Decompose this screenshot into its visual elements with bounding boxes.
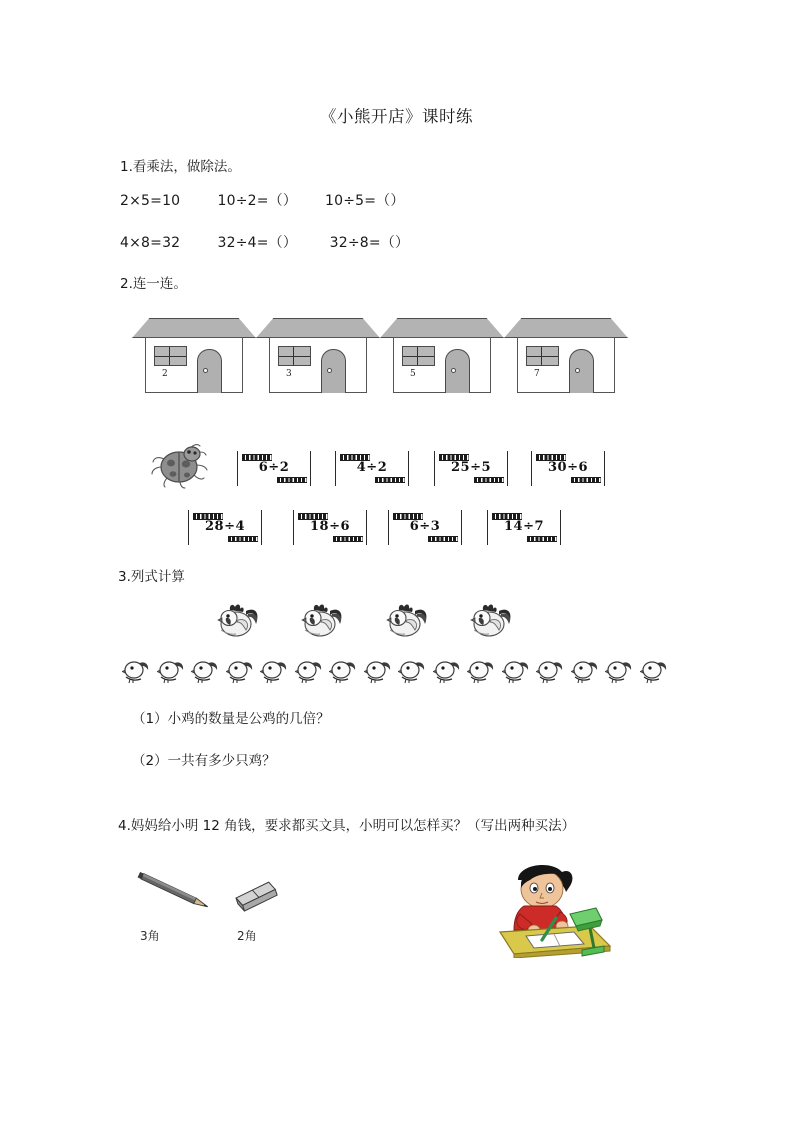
house-roof	[504, 318, 628, 338]
chick-icon	[226, 658, 255, 684]
chick-icon	[502, 658, 531, 684]
question-1-row-2: 4×8=32 32÷4=（） 32÷8=（）	[120, 235, 410, 251]
chick-icon	[571, 658, 600, 684]
division-expression: 14÷7	[503, 519, 545, 534]
question-3-heading: 3.列式计算	[118, 569, 185, 585]
door-knob-icon	[327, 368, 332, 373]
chick-icon	[364, 658, 393, 684]
card-deco-bar-bottom	[474, 477, 504, 484]
card-deco-bar-bottom	[375, 477, 405, 484]
door-knob-icon	[203, 368, 208, 373]
house-door	[445, 349, 470, 393]
house-roof	[380, 318, 504, 338]
chick-icon	[329, 658, 358, 684]
division-expression: 25÷5	[450, 460, 492, 475]
chick-icon	[536, 658, 565, 684]
chick-icon	[398, 658, 427, 684]
division-card[interactable]	[531, 451, 605, 486]
rooster-icon	[385, 602, 429, 640]
question-3-sub-2: （2）一共有多少只鸡？	[132, 753, 276, 769]
eraser-price: 2角	[237, 929, 257, 943]
chick-icon	[433, 658, 462, 684]
house-icon-1	[140, 313, 248, 393]
division-card[interactable]	[188, 510, 262, 545]
card-deco-bar-bottom	[228, 536, 258, 543]
house-window	[402, 346, 435, 366]
chick-icon	[467, 658, 496, 684]
chick-icon	[605, 658, 634, 684]
chick-icon	[191, 658, 220, 684]
card-deco-bar-bottom	[333, 536, 363, 543]
house-window	[278, 346, 311, 366]
division-expression: 30÷6	[547, 460, 589, 475]
boy-studying-icon	[470, 858, 620, 958]
division-expression: 4÷2	[356, 460, 388, 475]
house-window	[154, 346, 187, 366]
card-deco-bar-bottom	[571, 477, 601, 484]
house-number: 5	[410, 369, 416, 379]
house-roof	[256, 318, 380, 338]
chick-icon	[122, 658, 151, 684]
house-door	[197, 349, 222, 393]
card-deco-bar-bottom	[277, 477, 307, 484]
house-icon-4	[512, 313, 620, 393]
question-1-row-1: 2×5=10 10÷2=（） 10÷5=（）	[120, 193, 405, 209]
division-card[interactable]	[293, 510, 367, 545]
house-number: 3	[286, 369, 292, 379]
house-roof	[132, 318, 256, 338]
door-knob-icon	[575, 368, 580, 373]
pencil-price: 3角	[140, 929, 160, 943]
house-number: 2	[162, 369, 168, 379]
division-card[interactable]	[487, 510, 561, 545]
division-expression: 6÷3	[409, 519, 441, 534]
chick-icon	[260, 658, 289, 684]
question-3-sub-1: （1）小鸡的数量是公鸡的几倍？	[132, 711, 330, 727]
chick-icon	[157, 658, 186, 684]
house-window	[526, 346, 559, 366]
division-expression: 6÷2	[258, 460, 290, 475]
house-row	[140, 313, 640, 393]
door-knob-icon	[451, 368, 456, 373]
page-title: 《小熊开店》课时练	[320, 107, 473, 126]
chick-icon	[295, 658, 324, 684]
card-deco-bar-bottom	[428, 536, 458, 543]
pencil-icon	[133, 872, 219, 912]
house-number: 7	[534, 369, 540, 379]
division-card[interactable]	[434, 451, 508, 486]
ladybug-icon	[150, 437, 216, 489]
house-door	[569, 349, 594, 393]
question-1-heading: 1.看乘法，做除法。	[120, 159, 241, 175]
house-icon-2	[264, 313, 372, 393]
question-4-heading: 4.妈妈给小明 12 角钱，要求都买文具，小明可以怎样买？（写出两种买法）	[118, 818, 576, 834]
chick-icon	[640, 658, 669, 684]
division-expression: 28÷4	[204, 519, 246, 534]
division-card[interactable]	[237, 451, 311, 486]
house-icon-3	[388, 313, 496, 393]
rooster-icon	[300, 602, 344, 640]
card-deco-bar-bottom	[527, 536, 557, 543]
division-card[interactable]	[335, 451, 409, 486]
rooster-icon	[469, 602, 513, 640]
house-door	[321, 349, 346, 393]
division-expression: 18÷6	[309, 519, 351, 534]
question-2-heading: 2.连一连。	[120, 276, 187, 292]
eraser-icon	[228, 878, 282, 912]
rooster-icon	[216, 602, 260, 640]
division-card[interactable]	[388, 510, 462, 545]
